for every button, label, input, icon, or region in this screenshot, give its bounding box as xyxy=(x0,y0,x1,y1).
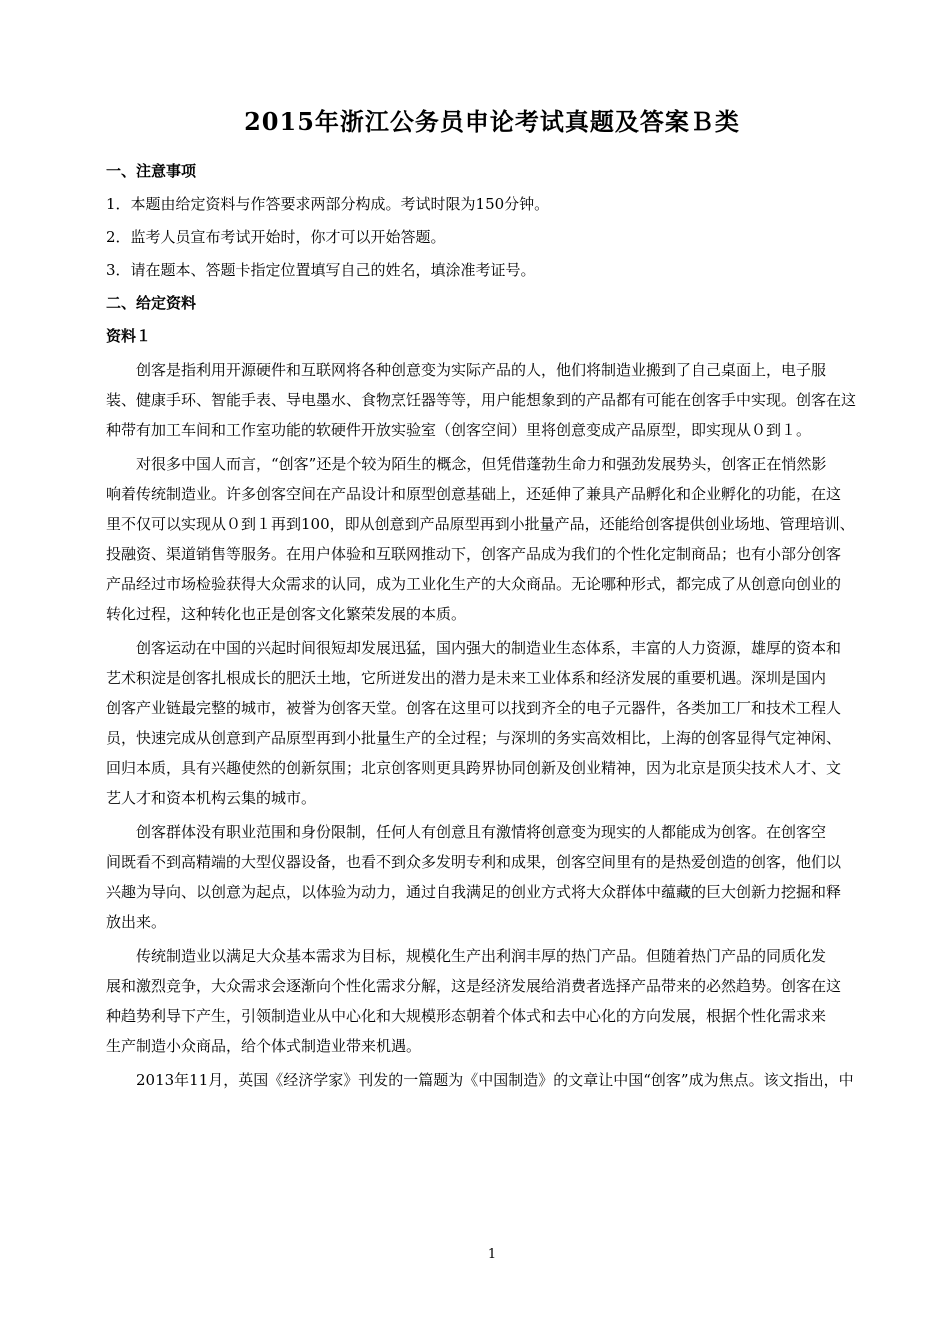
notes-item-3: 3．请在题本、答题卡指定位置填写自己的姓名，填涂准考证号。 xyxy=(106,261,536,279)
paragraph-line: 里不仅可以实现从０到１再到100，即从创意到产品原型再到小批量产品，还能给创客提供创业场地、管理培训、 xyxy=(106,515,855,533)
paragraph-line: 生产制造小众商品，给个体式制造业带来机遇。 xyxy=(106,1037,422,1055)
paragraph-line: 创客是指利用开源硬件和互联网将各种创意变为实际产品的人，他们将制造业搬到了自己桌面上，电子服 xyxy=(136,361,827,379)
paragraph-line: 放出来。 xyxy=(106,913,167,931)
paragraph-line: 种带有加工车间和工作室功能的软硬件开放实验室（创客空间）里将创意变成产品原型，即实现从０到１。 xyxy=(106,421,812,439)
paragraph-1 xyxy=(106,355,878,445)
document-body xyxy=(106,157,878,1099)
paragraph-line: 种趋势利导下产生，引领制造业从中心化和大规模形态朝着个体式和去中心化的方向发展，根据个性化需求来 xyxy=(106,1007,827,1025)
paragraph-5 xyxy=(106,941,878,1061)
paragraph-line: 展和激烈竞争，大众需求会逐渐向个性化需求分解，这是经济发展给消费者选择产品带来的必然趋势。创客在这 xyxy=(106,977,842,995)
paragraph-3 xyxy=(106,633,878,813)
paragraph-line: 响着传统制造业。许多创客空间在产品设计和原型创意基础上，还延伸了兼具产品孵化和企业孵化的功能，在这 xyxy=(106,485,842,503)
document-title: 2015年浙江公务员申论考试真题及答案Ｂ类 xyxy=(244,107,740,136)
notes-item-2: 2．监考人员宣布考试开始时，你才可以开始答题。 xyxy=(106,228,446,246)
paragraph-line: 传统制造业以满足大众基本需求为目标，规模化生产出利润丰厚的热门产品。但随着热门产品的同质化发 xyxy=(136,947,827,965)
page-number: 1 xyxy=(487,1247,497,1262)
paragraph-line: 间既看不到高精端的大型仪器设备，也看不到众多发明专利和成果，创客空间里有的是热爱创造的创客，他们以 xyxy=(106,853,842,871)
section-heading-materials: 二、给定资料 xyxy=(106,294,197,312)
paragraph-6 xyxy=(106,1065,878,1095)
paragraph-line: 兴趣为导向、以创意为起点，以体验为动力，通过自我满足的创业方式将大众群体中蕴藏的巨大创新力挖掘和释 xyxy=(106,883,842,901)
notes-item-1: 1．本题由给定资料与作答要求两部分构成。考试时限为150分钟。 xyxy=(106,195,550,213)
paragraph-line: 员，快速完成从创意到产品原型再到小批量生产的全过程；与深圳的务实高效相比，上海的创客显得气定神闲、 xyxy=(106,729,842,747)
paragraph-line: 艺术积淀是创客扎根成长的肥沃土地，它所迸发出的潜力是未来工业体系和经济发展的重要机遇。深圳是国内 xyxy=(106,669,827,687)
material-label: 资料１ xyxy=(106,327,152,345)
paragraph-line: 创客群体没有职业范围和身份限制，任何人有创意且有激情将创意变为现实的人都能成为创客。在创客空 xyxy=(136,823,827,841)
paragraph-line: 装、健康手环、智能手表、导电墨水、食物烹饪器等等，用户能想象到的产品都有可能在创客手中实现。创客在这 xyxy=(106,391,857,409)
paragraph-line: 2013年11月，英国《经济学家》刊发的一篇题为《中国制造》的文章让中国“创客”成为焦点。该文指出，中 xyxy=(136,1071,854,1089)
section-heading-notes: 一、注意事项 xyxy=(106,162,197,180)
paragraph-line: 投融资、渠道销售等服务。在用户体验和互联网推动下，创客产品成为我们的个性化定制商品；也有小部分创客 xyxy=(106,545,842,563)
paragraph-4 xyxy=(106,817,878,937)
paragraph-2 xyxy=(106,449,878,629)
paragraph-line: 艺人才和资本机构云集的城市。 xyxy=(106,789,317,807)
paragraph-line: 创客产业链最完整的城市，被誉为创客天堂。创客在这里可以找到齐全的电子元器件，各类加工厂和技术工程人 xyxy=(106,699,842,717)
paragraph-line: 创客运动在中国的兴起时间很短却发展迅猛，国内强大的制造业生态体系，丰富的人力资源，雄厚的资本和 xyxy=(136,639,842,657)
paragraph-line: 回归本质，具有兴趣使然的创新氛围；北京创客则更具跨界协同创新及创业精神，因为北京是顶尖技术人才、文 xyxy=(106,759,842,777)
paragraph-line: 对很多中国人而言，“创客”还是个较为陌生的概念，但凭借蓬勃生命力和强劲发展势头，创客正在悄然影 xyxy=(136,455,827,473)
paragraph-line: 转化过程，这种转化也正是创客文化繁荣发展的本质。 xyxy=(106,605,467,623)
paragraph-line: 产品经过市场检验获得大众需求的认同，成为工业化生产的大众商品。无论哪种形式，都完成了从创意向创业的 xyxy=(106,575,842,593)
